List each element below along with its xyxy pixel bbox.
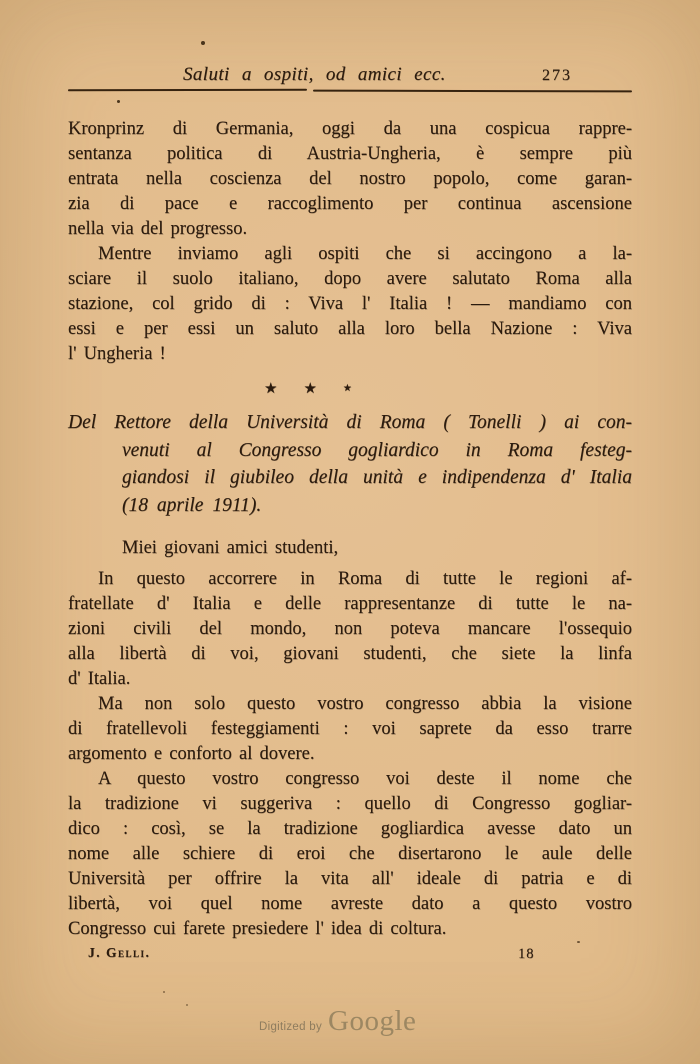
text-line: zioni civili del mondo, non poteva mancare l'ossequio	[68, 619, 632, 639]
text-line: argomento e conforto al dovere.	[68, 744, 315, 764]
google-logo: Google	[328, 1005, 417, 1037]
text-line: stazione, col grido di : Viva l' Italia ! — mandiamo con	[68, 294, 632, 314]
text-line: d' Italia.	[68, 669, 131, 689]
text-line: Università per offrire la vita all' ideale di patria e di	[68, 869, 632, 889]
header-rule-left	[68, 89, 307, 92]
running-header-title: Saluti a ospiti, od amici ecc.	[183, 64, 446, 85]
page-number: 273	[542, 67, 572, 84]
ink-speck	[201, 41, 205, 45]
text-line: (18 aprile 1911).	[122, 494, 262, 516]
ink-speck	[163, 991, 165, 993]
section-heading	[68, 409, 632, 519]
text-line: Congresso cui farete presiedere l' idea di coltura.	[68, 919, 447, 939]
text-line: venuti al Congresso gogliardico in Roma festeg-	[122, 439, 632, 461]
text-line: sentanza politica di Austria-Ungheria, è sempre più	[68, 144, 632, 164]
salutation	[68, 536, 632, 561]
text-line: nome alle schiere di eroi che disertarono le aule delle	[68, 844, 632, 864]
text-line: l' Ungheria !	[68, 344, 166, 364]
text-line: A questo vostro congresso voi deste il nome che	[98, 769, 632, 789]
star-icon: ★	[264, 381, 278, 397]
text-line: giandosi il giubileo della unità e indipendenza d' Italia	[122, 467, 632, 488]
text-line: di fratellevoli festeggiamenti : voi saprete da esso trarre	[68, 719, 632, 739]
paragraph-in-questo	[68, 567, 632, 692]
paragraph-ma-non-solo	[68, 692, 632, 767]
text-line: libertà, voi quel nome avreste dato a questo vostro	[68, 894, 632, 914]
text-line: essi e per essi un saluto alla loro bella Nazione : Viva	[68, 319, 632, 339]
text-line: nella via del progresso.	[68, 219, 248, 239]
paragraph-a-questo	[68, 767, 632, 942]
text-line: dico : così, se la tradizione gogliardica avesse dato un	[68, 819, 632, 839]
text-line: entrata nella coscienza del nostro popolo, come garan-	[68, 169, 632, 189]
text-line: Mentre inviamo agli ospiti che si accingono a la-	[98, 244, 632, 264]
star-icon: ★	[342, 383, 352, 394]
text-line: la tradizione vi suggeriva : quello di Congresso gogliar-	[68, 794, 632, 814]
page-body-text	[68, 103, 632, 942]
text-line: Ma non solo questo vostro congresso abbia la visione	[98, 694, 632, 714]
text-line: sciare il suolo italiano, dopo avere salutato Roma alla	[68, 269, 632, 289]
stars-separator	[68, 376, 632, 398]
footer-sheet-number: 18	[518, 946, 535, 962]
text-line: Del Rettore della Università di Roma ( Tonelli ) ai con-	[68, 412, 632, 433]
text-line: zia di pace e raccoglimento per continua ascensione	[68, 194, 632, 214]
header-rule-right	[313, 90, 632, 93]
watermark-prefix-label: Digitized by	[259, 1021, 323, 1033]
star-icon: ★	[303, 381, 317, 397]
footer-author-signature: J. Gelli.	[88, 945, 151, 960]
ink-speck	[577, 941, 580, 943]
text-line: alla libertà di voi, giovani studenti, che siete la linfa	[68, 644, 632, 664]
ink-speck	[117, 100, 120, 103]
digitized-by-google-watermark	[259, 1006, 416, 1036]
paragraph-mentre	[68, 242, 632, 367]
ink-speck	[186, 1004, 188, 1006]
text-line: Miei giovani amici studenti,	[122, 538, 339, 558]
text-line: In questo accorrere in Roma di tutte le regioni af-	[98, 569, 632, 589]
paragraph-kronprinz	[68, 117, 632, 242]
text-line: fratellate d' Italia e delle rappresentanze di tutte le na-	[68, 594, 632, 614]
text-line: Kronprinz di Germania, oggi da una cospicua rappre-	[68, 119, 632, 139]
